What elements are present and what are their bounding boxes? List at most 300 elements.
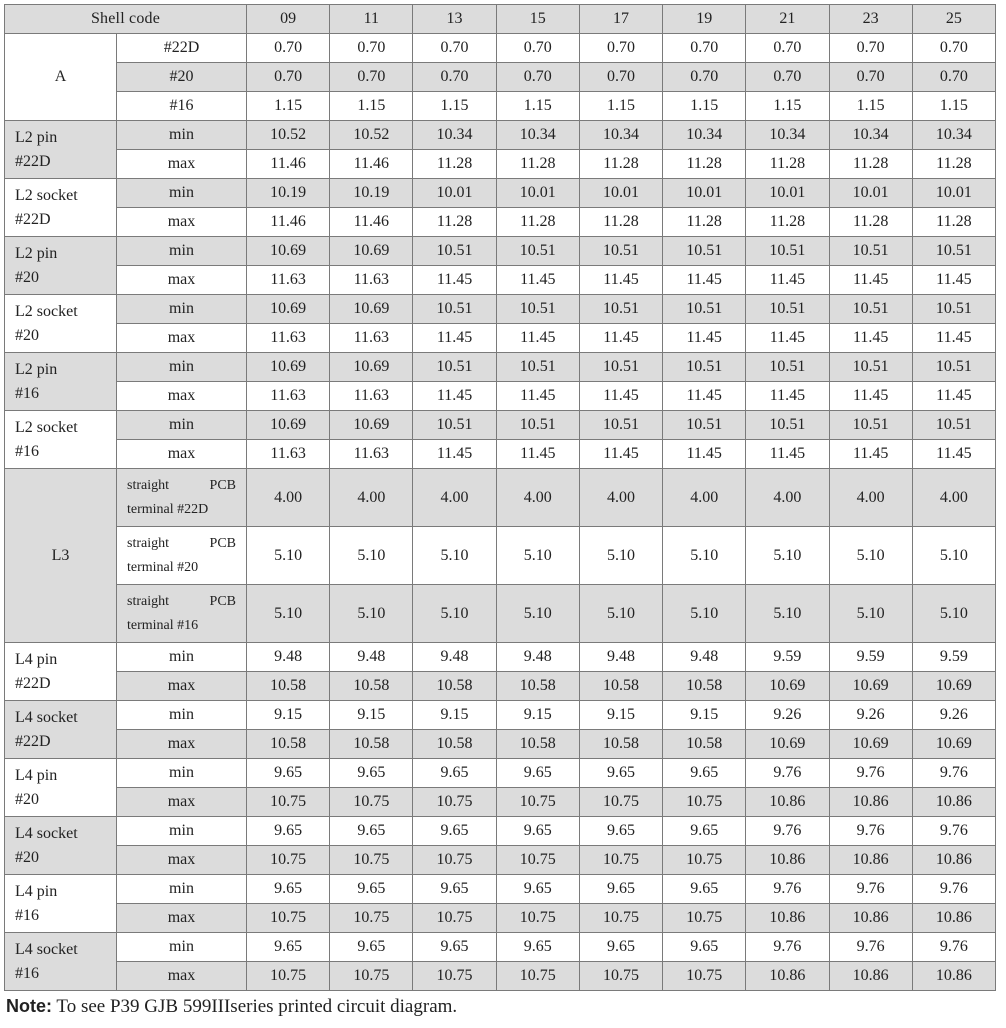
value-cell: 9.15	[413, 701, 496, 730]
value-cell: 10.75	[663, 904, 746, 933]
value-cell: 9.65	[247, 875, 330, 904]
value-cell: 4.00	[746, 469, 829, 527]
row-sub-label: max	[117, 846, 247, 875]
value-cell: 10.51	[829, 353, 912, 382]
pcb-label-terminal: terminal #20	[127, 559, 199, 575]
value-cell: 11.45	[912, 382, 995, 411]
row-sub-label: min	[117, 817, 247, 846]
value-cell: 11.45	[579, 440, 662, 469]
row-group-label: L3	[5, 469, 117, 643]
value-cell: 0.70	[413, 34, 496, 63]
table-row	[5, 817, 996, 846]
value-cell: 11.45	[496, 440, 579, 469]
value-cell: 0.70	[247, 63, 330, 92]
value-cell: 5.10	[330, 585, 413, 643]
table-row	[5, 527, 996, 585]
table-row	[5, 788, 996, 817]
value-cell: 11.28	[829, 150, 912, 179]
row-group-label: A	[5, 34, 117, 121]
value-cell: 9.76	[746, 817, 829, 846]
value-cell: 11.45	[912, 440, 995, 469]
table-row	[5, 933, 996, 962]
value-cell: 10.51	[496, 237, 579, 266]
value-cell: 4.00	[247, 469, 330, 527]
value-cell: 1.15	[330, 92, 413, 121]
value-cell: 10.34	[579, 121, 662, 150]
value-cell: 10.51	[912, 295, 995, 324]
value-cell: 9.48	[579, 643, 662, 672]
row-sub-label: min	[117, 933, 247, 962]
header-row	[5, 5, 996, 34]
row-group-label: L2 socket #20	[5, 295, 117, 353]
value-cell: 10.75	[413, 788, 496, 817]
value-cell: 9.26	[912, 701, 995, 730]
value-cell: 0.70	[330, 63, 413, 92]
value-cell: 11.28	[663, 150, 746, 179]
value-cell: 11.45	[829, 382, 912, 411]
value-cell: 11.28	[413, 150, 496, 179]
value-cell: 9.76	[829, 933, 912, 962]
value-cell: 10.51	[496, 353, 579, 382]
value-cell: 10.69	[746, 672, 829, 701]
table-row	[5, 150, 996, 179]
value-cell: 10.58	[413, 730, 496, 759]
shell-code-cell: 11	[330, 5, 413, 34]
table-row	[5, 904, 996, 933]
value-cell: 11.28	[663, 208, 746, 237]
value-cell: 10.75	[496, 904, 579, 933]
value-cell: 11.45	[746, 440, 829, 469]
shell-code-cell: 17	[579, 5, 662, 34]
row-sub-label: min	[117, 295, 247, 324]
value-cell: 9.48	[413, 643, 496, 672]
value-cell: 9.65	[496, 875, 579, 904]
value-cell: 5.10	[746, 527, 829, 585]
table-body	[5, 5, 996, 991]
row-sub-label: max	[117, 962, 247, 991]
value-cell: 10.51	[663, 411, 746, 440]
value-cell: 4.00	[829, 469, 912, 527]
value-cell: 10.01	[746, 179, 829, 208]
table-row	[5, 208, 996, 237]
row-sub-label: max	[117, 208, 247, 237]
value-cell: 5.10	[247, 585, 330, 643]
value-cell: 9.65	[579, 759, 662, 788]
value-cell: 11.28	[912, 150, 995, 179]
value-cell: 9.15	[247, 701, 330, 730]
value-cell: 11.46	[330, 150, 413, 179]
value-cell: 10.58	[413, 672, 496, 701]
value-cell: 9.76	[746, 933, 829, 962]
shell-code-cell: 21	[746, 5, 829, 34]
value-cell: 11.45	[413, 382, 496, 411]
value-cell: 11.45	[496, 324, 579, 353]
value-cell: 10.51	[579, 237, 662, 266]
value-cell: 9.65	[663, 817, 746, 846]
value-cell: 10.34	[496, 121, 579, 150]
table-row	[5, 34, 996, 63]
value-cell: 11.45	[746, 324, 829, 353]
row-sub-label: max	[117, 266, 247, 295]
value-cell: 10.75	[579, 788, 662, 817]
value-cell: 11.28	[496, 150, 579, 179]
row-sub-label: min	[117, 643, 247, 672]
value-cell: 10.51	[746, 353, 829, 382]
value-cell: 10.01	[663, 179, 746, 208]
value-cell: 4.00	[330, 469, 413, 527]
value-cell: 10.51	[579, 353, 662, 382]
value-cell: 9.65	[247, 759, 330, 788]
row-group-label: L2 pin #20	[5, 237, 117, 295]
note-label: Note:	[6, 996, 52, 1016]
table-row	[5, 440, 996, 469]
row-group-label: L4 pin #20	[5, 759, 117, 817]
row-group-label: L4 socket #16	[5, 933, 117, 991]
value-cell: 11.63	[330, 266, 413, 295]
value-cell: 10.58	[330, 730, 413, 759]
value-cell: 10.86	[829, 962, 912, 991]
value-cell: 9.15	[579, 701, 662, 730]
value-cell: 10.86	[912, 904, 995, 933]
value-cell: 9.48	[330, 643, 413, 672]
pcb-label-terminal: terminal #16	[127, 617, 199, 633]
value-cell: 9.76	[912, 933, 995, 962]
value-cell: 9.65	[330, 817, 413, 846]
value-cell: 10.52	[247, 121, 330, 150]
shell-code-cell: 15	[496, 5, 579, 34]
pcb-label-terminal: terminal #22D	[127, 501, 209, 517]
value-cell: 0.70	[496, 34, 579, 63]
value-cell: 10.51	[912, 353, 995, 382]
value-cell: 11.28	[413, 208, 496, 237]
value-cell: 10.01	[912, 179, 995, 208]
value-cell: 0.70	[912, 34, 995, 63]
table-row	[5, 121, 996, 150]
value-cell: 11.45	[746, 266, 829, 295]
value-cell: 11.45	[829, 324, 912, 353]
value-cell: 9.76	[912, 875, 995, 904]
value-cell: 10.75	[579, 962, 662, 991]
value-cell: 10.51	[912, 237, 995, 266]
value-cell: 10.69	[829, 730, 912, 759]
value-cell: 9.76	[912, 759, 995, 788]
table-row	[5, 846, 996, 875]
value-cell: 10.51	[413, 353, 496, 382]
value-cell: 10.75	[413, 846, 496, 875]
value-cell: 9.59	[912, 643, 995, 672]
value-cell: 9.48	[663, 643, 746, 672]
value-cell: 9.65	[330, 875, 413, 904]
value-cell: 9.65	[413, 759, 496, 788]
value-cell: 9.65	[496, 933, 579, 962]
row-sub-label: #20	[117, 63, 247, 92]
row-group-label: L4 socket #22D	[5, 701, 117, 759]
row-sub-label: max	[117, 788, 247, 817]
value-cell: 10.75	[663, 788, 746, 817]
shell-dimension-table	[4, 4, 996, 991]
value-cell: 5.10	[413, 585, 496, 643]
value-cell: 5.10	[247, 527, 330, 585]
value-cell: 11.63	[247, 324, 330, 353]
table-row	[5, 672, 996, 701]
value-cell: 11.46	[330, 208, 413, 237]
value-cell: 10.75	[496, 846, 579, 875]
row-group-label: L2 socket #22D	[5, 179, 117, 237]
value-cell: 0.70	[247, 34, 330, 63]
value-cell: 11.45	[579, 266, 662, 295]
value-cell: 10.58	[663, 672, 746, 701]
row-group-label: L2 socket #16	[5, 411, 117, 469]
value-cell: 10.69	[829, 672, 912, 701]
value-cell: 10.51	[663, 237, 746, 266]
value-cell: 10.86	[912, 788, 995, 817]
value-cell: 11.45	[579, 324, 662, 353]
value-cell: 10.51	[413, 237, 496, 266]
value-cell: 10.58	[663, 730, 746, 759]
value-cell: 10.75	[496, 788, 579, 817]
value-cell: 10.86	[829, 846, 912, 875]
value-cell: 5.10	[496, 585, 579, 643]
value-cell: 10.51	[829, 237, 912, 266]
value-cell: 10.69	[330, 237, 413, 266]
value-cell: 9.65	[330, 933, 413, 962]
value-cell: 9.65	[496, 759, 579, 788]
value-cell: 9.65	[663, 875, 746, 904]
value-cell: 10.51	[579, 411, 662, 440]
value-cell: 11.45	[829, 440, 912, 469]
table-row	[5, 63, 996, 92]
row-sub-label: min	[117, 353, 247, 382]
value-cell: 10.19	[330, 179, 413, 208]
value-cell: 11.45	[496, 266, 579, 295]
value-cell: 9.65	[579, 817, 662, 846]
value-cell: 11.45	[579, 382, 662, 411]
value-cell: 9.65	[496, 817, 579, 846]
table-row	[5, 295, 996, 324]
value-cell: 9.65	[413, 817, 496, 846]
value-cell: 10.69	[247, 411, 330, 440]
pcb-label-pcb: PCB	[209, 535, 236, 551]
table-row	[5, 92, 996, 121]
value-cell: 0.70	[829, 34, 912, 63]
value-cell: 9.48	[496, 643, 579, 672]
shell-code-cell: 13	[413, 5, 496, 34]
value-cell: 11.28	[579, 150, 662, 179]
shell-code-cell: 09	[247, 5, 330, 34]
row-group-label: L4 pin #16	[5, 875, 117, 933]
value-cell: 11.28	[746, 150, 829, 179]
table-row	[5, 411, 996, 440]
value-cell: 11.28	[912, 208, 995, 237]
value-cell: 11.46	[247, 150, 330, 179]
value-cell: 10.51	[663, 295, 746, 324]
value-cell: 10.58	[579, 672, 662, 701]
value-cell: 9.76	[829, 817, 912, 846]
value-cell: 10.75	[663, 962, 746, 991]
row-sub-label: max	[117, 150, 247, 179]
value-cell: 0.70	[330, 34, 413, 63]
value-cell: 10.34	[912, 121, 995, 150]
row-sub-label: min	[117, 179, 247, 208]
value-cell: 10.75	[330, 846, 413, 875]
value-cell: 11.63	[330, 324, 413, 353]
value-cell: 11.45	[746, 382, 829, 411]
value-cell: 10.69	[330, 353, 413, 382]
value-cell: 10.75	[579, 846, 662, 875]
value-cell: 5.10	[829, 585, 912, 643]
value-cell: 0.70	[746, 34, 829, 63]
value-cell: 10.51	[829, 411, 912, 440]
value-cell: 11.45	[912, 266, 995, 295]
value-cell: 11.63	[247, 266, 330, 295]
table-row	[5, 701, 996, 730]
value-cell: 10.52	[330, 121, 413, 150]
shell-code-cell: 25	[912, 5, 995, 34]
value-cell: 10.58	[496, 730, 579, 759]
value-cell: 9.59	[829, 643, 912, 672]
value-cell: 1.15	[746, 92, 829, 121]
table-row	[5, 324, 996, 353]
value-cell: 10.75	[247, 962, 330, 991]
value-cell: 10.58	[247, 730, 330, 759]
value-cell: 9.76	[829, 875, 912, 904]
row-sub-label: max	[117, 672, 247, 701]
row-group-label: L4 pin #22D	[5, 643, 117, 701]
table-row	[5, 237, 996, 266]
value-cell: 1.15	[829, 92, 912, 121]
value-cell: 5.10	[663, 527, 746, 585]
value-cell: 9.26	[746, 701, 829, 730]
value-cell: 1.15	[579, 92, 662, 121]
value-cell: 10.86	[912, 846, 995, 875]
value-cell: 9.59	[746, 643, 829, 672]
value-cell: 0.70	[663, 34, 746, 63]
pcb-terminal-label	[117, 527, 247, 585]
value-cell: 1.15	[663, 92, 746, 121]
value-cell: 5.10	[746, 585, 829, 643]
value-cell: 9.65	[663, 759, 746, 788]
value-cell: 10.69	[912, 672, 995, 701]
value-cell: 0.70	[746, 63, 829, 92]
value-cell: 0.70	[579, 63, 662, 92]
value-cell: 10.69	[746, 730, 829, 759]
value-cell: 10.75	[330, 904, 413, 933]
value-cell: 5.10	[579, 527, 662, 585]
value-cell: 5.10	[912, 527, 995, 585]
value-cell: 4.00	[413, 469, 496, 527]
value-cell: 10.86	[829, 788, 912, 817]
shell-code-cell: 19	[663, 5, 746, 34]
value-cell: 9.65	[579, 933, 662, 962]
note-text: To see P39 GJB 599IIIseries printed circuit diagram.	[56, 996, 458, 1017]
row-group-label: L2 pin #22D	[5, 121, 117, 179]
value-cell: 9.65	[247, 933, 330, 962]
pcb-terminal-label	[117, 469, 247, 527]
table-row	[5, 643, 996, 672]
value-cell: 10.86	[746, 788, 829, 817]
row-sub-label: min	[117, 411, 247, 440]
value-cell: 5.10	[829, 527, 912, 585]
row-sub-label: min	[117, 875, 247, 904]
value-cell: 9.76	[746, 759, 829, 788]
row-sub-label: #16	[117, 92, 247, 121]
value-cell: 10.51	[746, 411, 829, 440]
value-cell: 9.15	[330, 701, 413, 730]
value-cell: 10.51	[413, 411, 496, 440]
value-cell: 10.75	[247, 904, 330, 933]
value-cell: 10.58	[496, 672, 579, 701]
pcb-label-straight: straight	[127, 535, 169, 551]
table-row	[5, 759, 996, 788]
value-cell: 1.15	[413, 92, 496, 121]
value-cell: 10.69	[247, 295, 330, 324]
value-cell: 10.58	[579, 730, 662, 759]
value-cell: 10.75	[579, 904, 662, 933]
value-cell: 11.63	[247, 440, 330, 469]
value-cell: 11.63	[330, 440, 413, 469]
row-sub-label: min	[117, 701, 247, 730]
value-cell: 10.51	[663, 353, 746, 382]
row-sub-label: max	[117, 904, 247, 933]
shell-code-header: Shell code	[5, 5, 247, 34]
value-cell: 11.28	[746, 208, 829, 237]
value-cell: 11.45	[496, 382, 579, 411]
value-cell: 10.75	[663, 846, 746, 875]
value-cell: 4.00	[663, 469, 746, 527]
value-cell: 9.65	[247, 817, 330, 846]
value-cell: 10.34	[829, 121, 912, 150]
value-cell: 9.65	[579, 875, 662, 904]
value-cell: 0.70	[413, 63, 496, 92]
value-cell: 5.10	[912, 585, 995, 643]
value-cell: 10.51	[496, 411, 579, 440]
value-cell: 5.10	[496, 527, 579, 585]
row-sub-label: min	[117, 237, 247, 266]
value-cell: 11.63	[247, 382, 330, 411]
value-cell: 10.75	[413, 904, 496, 933]
value-cell: 10.75	[247, 846, 330, 875]
table-row	[5, 469, 996, 527]
value-cell: 10.01	[829, 179, 912, 208]
value-cell: 9.15	[663, 701, 746, 730]
value-cell: 10.34	[663, 121, 746, 150]
value-cell: 10.69	[247, 353, 330, 382]
value-cell: 9.76	[746, 875, 829, 904]
value-cell: 10.75	[330, 962, 413, 991]
value-cell: 11.28	[579, 208, 662, 237]
value-cell: 10.51	[579, 295, 662, 324]
value-cell: 10.34	[746, 121, 829, 150]
value-cell: 9.76	[829, 759, 912, 788]
value-cell: 11.28	[829, 208, 912, 237]
value-cell: 10.69	[912, 730, 995, 759]
value-cell: 11.45	[663, 382, 746, 411]
value-cell: 5.10	[579, 585, 662, 643]
value-cell: 4.00	[496, 469, 579, 527]
value-cell: 0.70	[912, 63, 995, 92]
value-cell: 10.86	[746, 846, 829, 875]
value-cell: 10.19	[247, 179, 330, 208]
value-cell: 11.45	[413, 440, 496, 469]
pcb-terminal-label	[117, 585, 247, 643]
value-cell: 10.01	[496, 179, 579, 208]
row-group-label: L4 socket #20	[5, 817, 117, 875]
value-cell: 11.45	[912, 324, 995, 353]
table-row	[5, 179, 996, 208]
value-cell: 11.45	[663, 324, 746, 353]
value-cell: 10.51	[746, 237, 829, 266]
value-cell: 4.00	[912, 469, 995, 527]
